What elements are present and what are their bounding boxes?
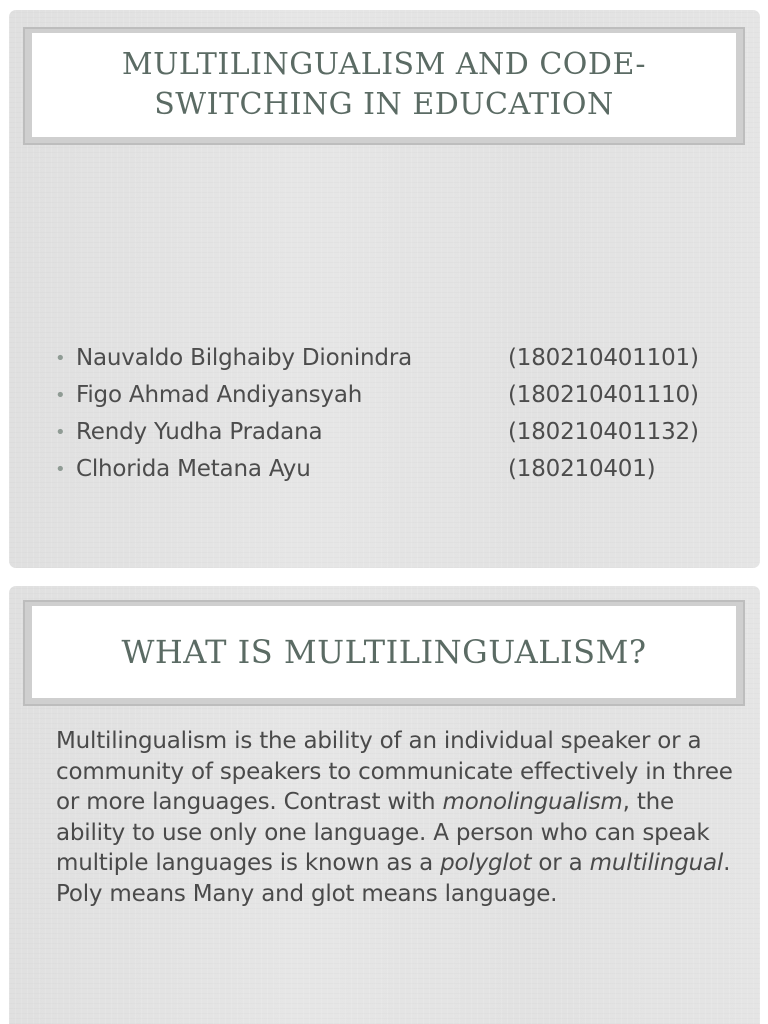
emphasis-multilingual: multilingual bbox=[589, 850, 724, 876]
list-item bbox=[55, 340, 735, 377]
slide-heading: WHAT IS MULTILINGUALISM? bbox=[121, 633, 647, 671]
member-id: (180210401) bbox=[508, 456, 656, 482]
emphasis-monolingualism: monolingualism bbox=[442, 789, 623, 815]
member-list bbox=[55, 340, 735, 488]
title-frame bbox=[23, 600, 745, 706]
paragraph-text: or a bbox=[531, 850, 590, 876]
member-name: Rendy Yudha Pradana bbox=[76, 419, 323, 445]
title-line-2: SWITCHING IN EDUCATION bbox=[154, 87, 614, 122]
list-item bbox=[55, 451, 735, 488]
paragraph-text: , the ability to use only one language. A person who can speak multiple languages is known as a bbox=[56, 789, 710, 876]
member-name: Figo Ahmad Andiyansyah bbox=[76, 382, 363, 408]
list-item bbox=[55, 414, 735, 451]
member-id: (180210401132) bbox=[508, 419, 699, 445]
paragraph-text: . Poly means Many and glot means language. bbox=[56, 850, 731, 907]
title-line-1: MULTILINGUALISM AND CODE- bbox=[121, 47, 647, 82]
slide-multilingualism bbox=[9, 586, 760, 1024]
slide-title-heading bbox=[122, 45, 646, 125]
definition-paragraph bbox=[56, 726, 736, 909]
bullet-icon: • bbox=[55, 459, 66, 480]
member-name: Nauvaldo Bilghaiby Dionindra bbox=[76, 345, 412, 371]
paragraph-text: Multilingualism is the ability of an individual speaker or a community of speakers to communicate effectively in three or more languages. Contrast with bbox=[56, 728, 733, 815]
slide-title bbox=[9, 10, 760, 568]
member-id: (180210401110) bbox=[508, 382, 699, 408]
bullet-icon: • bbox=[55, 385, 66, 406]
title-frame bbox=[23, 27, 745, 145]
title-box bbox=[32, 606, 736, 698]
emphasis-polyglot: polyglot bbox=[440, 850, 532, 876]
bullet-icon: • bbox=[55, 348, 66, 369]
list-item bbox=[55, 377, 735, 414]
title-box bbox=[32, 33, 736, 137]
member-id: (180210401101) bbox=[508, 345, 699, 371]
member-name: Clhorida Metana Ayu bbox=[76, 456, 311, 482]
bullet-icon: • bbox=[55, 422, 66, 443]
